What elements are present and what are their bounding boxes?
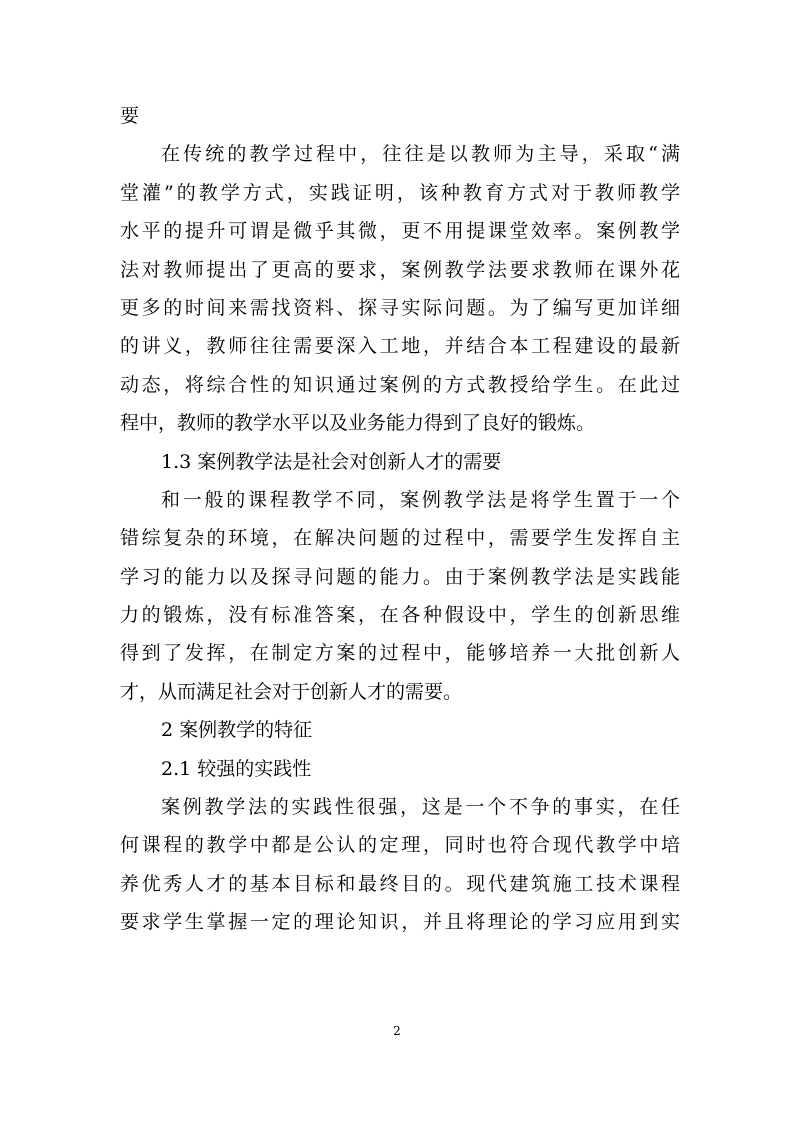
paragraph-line: 和一般的课程教学不同，案例教学法是将学生置于一个 bbox=[161, 488, 680, 511]
paragraph-line: 法对教师提出了更高的要求，案例教学法要求教师在课外花 bbox=[120, 258, 680, 281]
paragraph-line: 堂灌”的教学方式，实践证明，该种教育方式对于教师教学 bbox=[120, 181, 680, 204]
paragraph-line: 力的锻炼，没有标准答案，在各种假设中，学生的创新思维 bbox=[120, 604, 680, 627]
paragraph-line: 学习的能力以及探寻问题的能力。由于案例教学法是实践能 bbox=[120, 565, 680, 588]
section-heading: 2 案例教学的特征 bbox=[161, 719, 313, 742]
body-text bbox=[120, 97, 680, 942]
page-number: 2 bbox=[393, 1024, 401, 1038]
paragraph-line: 在传统的教学过程中，往往是以教师为主导，采取“满 bbox=[161, 143, 680, 166]
section-heading: 2.1 较强的实践性 bbox=[161, 757, 312, 780]
paragraph-line: 何课程的教学中都是公认的定理，同时也符合现代教学中培 bbox=[120, 834, 680, 857]
paragraph-line: 错综复杂的环境，在解决问题的过程中，需要学生发挥自主 bbox=[120, 527, 680, 550]
paragraph-line: 要求学生掌握一定的理论知识，并且将理论的学习应用到实 bbox=[120, 911, 680, 934]
paragraph-line: 案例教学法的实践性很强，这是一个不争的事实，在任 bbox=[161, 796, 680, 819]
section-heading: 1.3 案例教学法是社会对创新人才的需要 bbox=[161, 450, 502, 473]
paragraph-line: 水平的提升可谓是微乎其微，更不用提课堂效率。案例教学 bbox=[120, 220, 680, 243]
paragraph-line: 才，从而满足社会对于创新人才的需要。 bbox=[120, 680, 463, 703]
paragraph-line: 要 bbox=[120, 105, 140, 127]
paragraph-line: 更多的时间来需找资料、探寻实际问题。为了编写更加详细 bbox=[120, 296, 680, 319]
paragraph-line: 程中，教师的教学水平以及业务能力得到了良好的锻炼。 bbox=[120, 412, 596, 435]
paragraph-line: 的讲义，教师往往需要深入工地，并结合本工程建设的最新 bbox=[120, 335, 680, 358]
paragraph-line: 养优秀人才的基本目标和最终目的。现代建筑施工技术课程 bbox=[120, 872, 680, 895]
paragraph-line: 动态，将综合性的知识通过案例的方式教授给学生。在此过 bbox=[120, 373, 680, 396]
paragraph-line: 得到了发挥，在制定方案的过程中，能够培养一大批创新人 bbox=[120, 642, 680, 665]
